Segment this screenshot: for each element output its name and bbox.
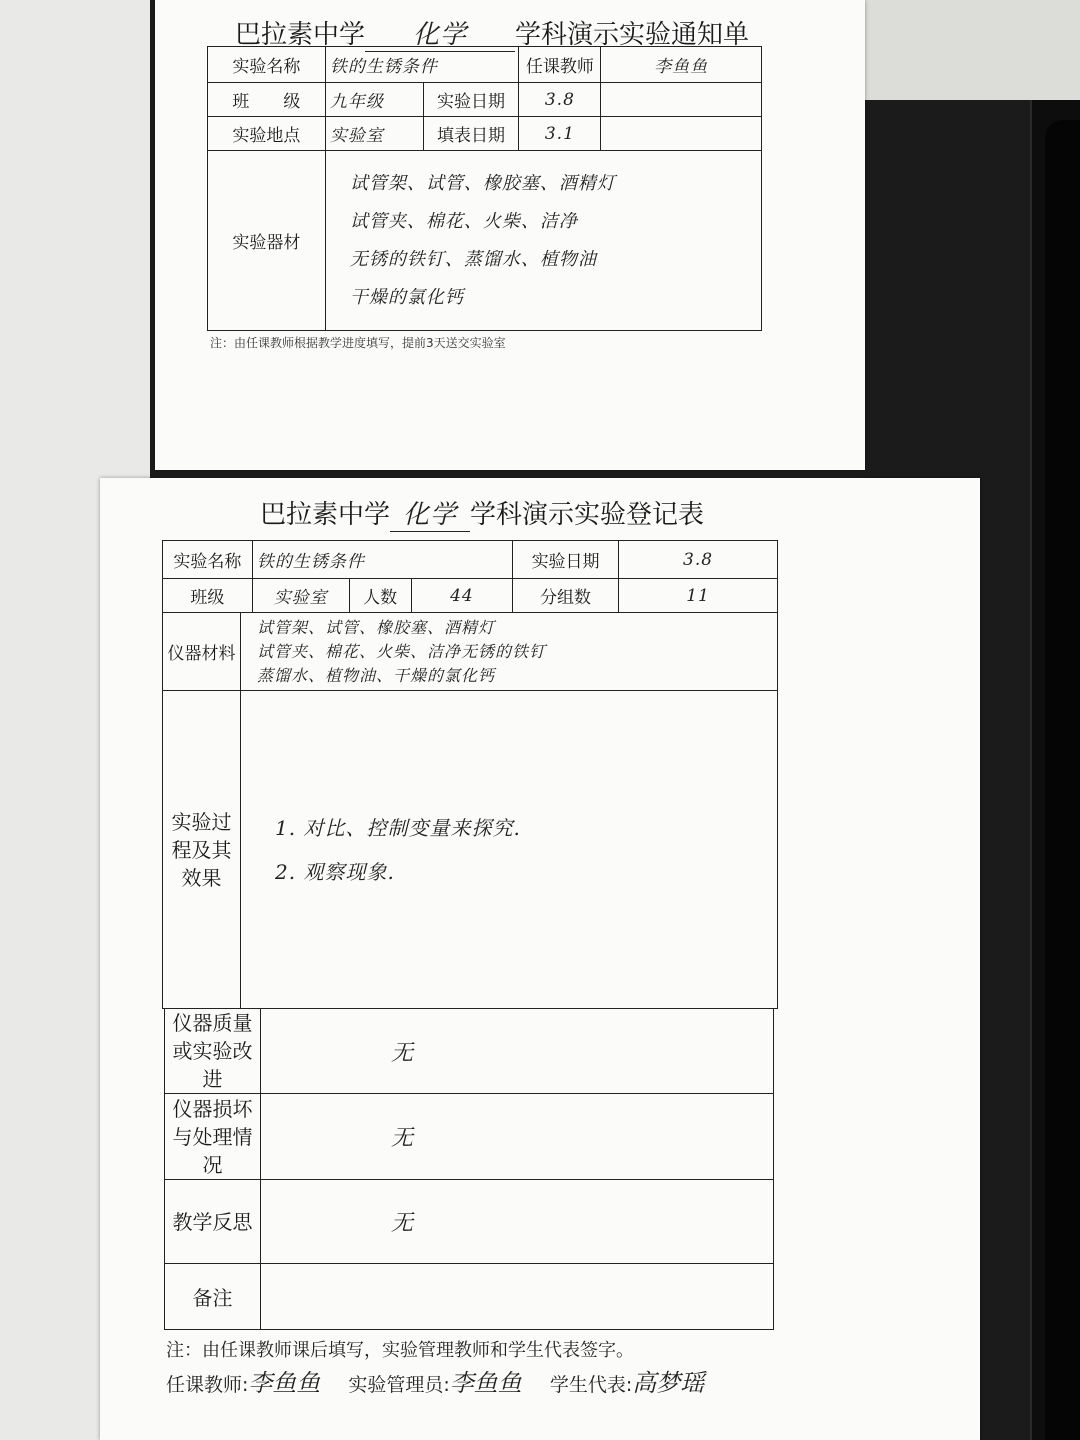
teacher-signature: 李鱼鱼 bbox=[248, 1369, 321, 1397]
value-count: 44 bbox=[411, 579, 512, 613]
label-date: 实验日期 bbox=[423, 83, 519, 117]
value-name: 铁的生锈条件 bbox=[325, 47, 519, 83]
value-date: 3.8 bbox=[619, 541, 778, 579]
label-materials: 仪器材料 bbox=[163, 613, 241, 691]
value-quality: 无 bbox=[261, 1009, 774, 1094]
register-bottom-table bbox=[164, 1008, 774, 1330]
label-class: 班级 bbox=[163, 579, 253, 613]
school-name: 巴拉素中学 bbox=[235, 20, 366, 50]
equipment-line: 无锈的铁钉、蒸馏水、植物油 bbox=[349, 248, 597, 270]
equipment-line: 试管夹、棉花、火柴、洁净 bbox=[349, 210, 578, 232]
materials-cell bbox=[241, 613, 778, 691]
title-suffix: 学科演示实验登记表 bbox=[470, 500, 705, 530]
background-right-top bbox=[865, 0, 1080, 100]
teacher-sign-label: 任课教师: bbox=[166, 1374, 249, 1396]
process-line: 2. 观察现象. bbox=[275, 859, 395, 884]
label-reflection: 教学反思 bbox=[165, 1180, 261, 1264]
subject-field: 化学 bbox=[365, 14, 515, 52]
materials-line: 蒸馏水、植物油、干燥的氯化钙 bbox=[257, 665, 496, 685]
binder-edge-2 bbox=[1045, 120, 1080, 1440]
process-cell bbox=[241, 691, 778, 1009]
label-equipment: 实验器材 bbox=[208, 151, 326, 331]
process-line: 1. 对比、控制变量来探究. bbox=[275, 815, 521, 840]
value-reflection: 无 bbox=[261, 1180, 774, 1264]
label-class: 班 级 bbox=[208, 83, 326, 117]
equipment-cell bbox=[325, 151, 761, 331]
value-teacher: 李鱼鱼 bbox=[601, 47, 762, 83]
label-teacher: 任课教师 bbox=[519, 47, 601, 83]
label-damage: 仪器损坏与处理情况 bbox=[165, 1094, 261, 1180]
label-count: 人数 bbox=[349, 579, 411, 613]
label-name: 实验名称 bbox=[208, 47, 326, 83]
school-name: 巴拉素中学 bbox=[260, 500, 391, 530]
value-class: 实验室 bbox=[252, 579, 349, 613]
register-title bbox=[260, 494, 704, 532]
label-place: 实验地点 bbox=[208, 117, 326, 151]
signature-row bbox=[166, 1363, 732, 1398]
value-name: 铁的生锈条件 bbox=[252, 541, 512, 579]
label-name: 实验名称 bbox=[163, 541, 253, 579]
value-fill-date: 3.1 bbox=[519, 117, 601, 151]
title-suffix: 学科演示实验通知单 bbox=[515, 20, 750, 50]
admin-sign-label: 实验管理员: bbox=[348, 1374, 450, 1396]
materials-line: 试管架、试管、橡胶塞、酒精灯 bbox=[257, 617, 496, 637]
materials-line: 试管夹、棉花、火柴、洁净无锈的铁钉 bbox=[257, 641, 547, 661]
register-footnote: 注：由任课教师课后填写，实验管理教师和学生代表签字。 bbox=[166, 1340, 634, 1361]
value-groups: 11 bbox=[619, 579, 778, 613]
notice-footnote: 注：由任课教师根据教学进度填写，提前3天送交实验室 bbox=[210, 336, 506, 350]
notice-table bbox=[207, 46, 762, 331]
label-process: 实验过程及其效果 bbox=[163, 691, 241, 1009]
student-signature: 高梦瑶 bbox=[632, 1369, 705, 1397]
subject-field: 化学 bbox=[390, 494, 470, 532]
label-date: 实验日期 bbox=[513, 541, 619, 579]
admin-signature: 李鱼鱼 bbox=[449, 1369, 522, 1397]
student-sign-label: 学生代表: bbox=[549, 1374, 633, 1396]
equipment-line: 干燥的氯化钙 bbox=[349, 286, 464, 308]
register-materials-table bbox=[162, 612, 778, 691]
equipment-line: 试管架、试管、橡胶塞、酒精灯 bbox=[349, 172, 616, 194]
label-groups: 分组数 bbox=[513, 579, 619, 613]
value-remarks bbox=[261, 1264, 774, 1330]
notice-sheet bbox=[155, 0, 865, 470]
register-table bbox=[162, 540, 778, 613]
value-damage: 无 bbox=[261, 1094, 774, 1180]
value-date: 3.8 bbox=[519, 83, 601, 117]
register-sheet bbox=[100, 478, 980, 1440]
label-remarks: 备注 bbox=[165, 1264, 261, 1330]
value-place: 实验室 bbox=[325, 117, 423, 151]
value-class: 九年级 bbox=[325, 83, 423, 117]
register-process-table bbox=[162, 690, 778, 1009]
label-fill-date: 填表日期 bbox=[423, 117, 519, 151]
label-quality: 仪器质量或实验改进 bbox=[165, 1009, 261, 1094]
